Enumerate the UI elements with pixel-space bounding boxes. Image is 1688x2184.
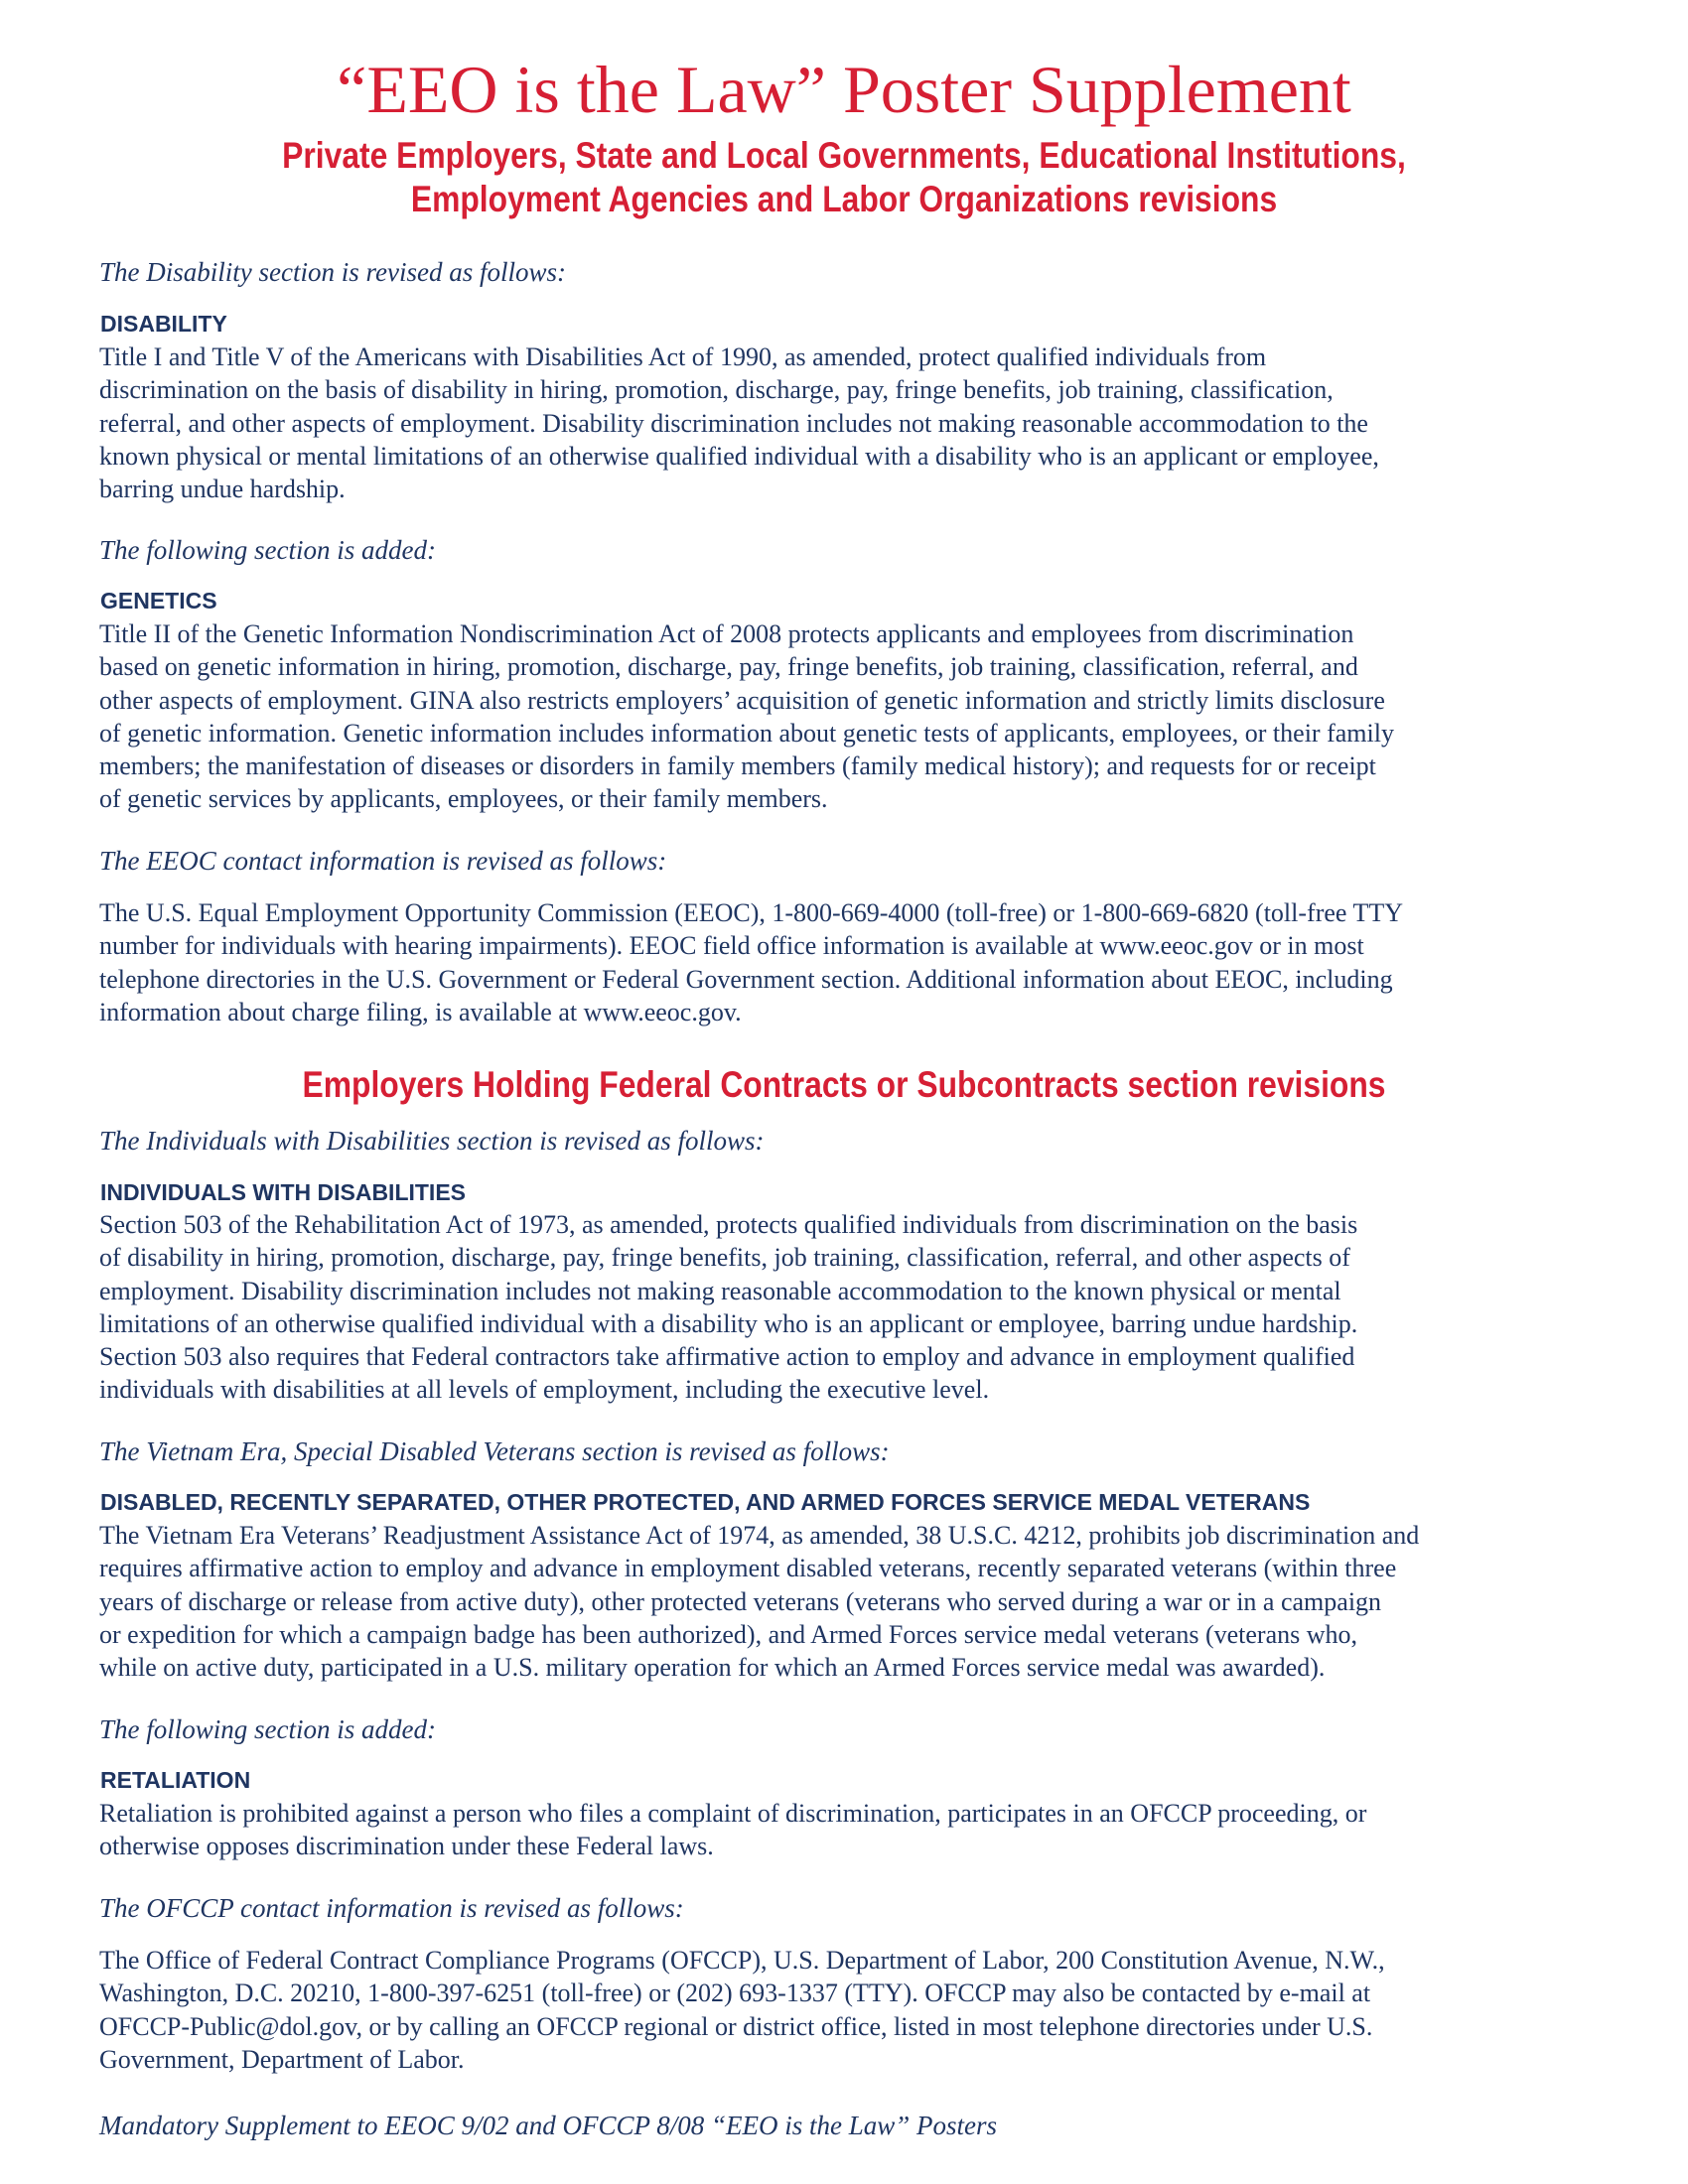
part1-heading-line-2: Employment Agencies and Labor Organizations revisions — [410, 179, 1278, 219]
veterans-revision-note: The Vietnam Era, Special Disabled Veterans section is revised as follows: — [99, 1436, 890, 1466]
text-line: The Vietnam Era Veterans’ Readjustment Assistance Act of 1974, as amended, 38 U.S.C. 4212, prohibits job discrimination and — [99, 1521, 1420, 1550]
text-line: Retaliation is prohibited against a person who files a complaint of discrimination, participates in an OFCCP proceeding, or — [99, 1799, 1367, 1828]
text-line: limitations of an otherwise qualified individual with a disability who is an applicant or employee, barring undue hardship. — [99, 1308, 1358, 1338]
text-line: number for individuals with hearing impairments). EEOC field office information is available at www.eeoc.gov or in most — [99, 931, 1364, 961]
retaliation-paragraph — [99, 1797, 1366, 1863]
ofccp-contact-paragraph — [99, 1944, 1385, 2076]
page-title: “EEO is the Law” Poster Supplement — [337, 52, 1351, 127]
text-line: employment. Disability discrimination includes not making reasonable accommodation to the known physical or mental — [99, 1276, 1341, 1305]
text-line: discrimination on the basis of disability in hiring, promotion, discharge, pay, fringe benefits, job training, classification, — [99, 375, 1334, 405]
text-line: years of discharge or release from active duty), other protected veterans (veterans who served during a war or in a campaign — [99, 1586, 1382, 1616]
text-line: of genetic services by applicants, employees, or their family members. — [99, 784, 828, 814]
genetics-paragraph — [99, 617, 1394, 816]
text-line: Washington, D.C. 20210, 1-800-397-6251 (toll-free) or (202) 693-1337 (TTY). OFCCP may also be contacted by e-mail at — [99, 1979, 1371, 2008]
individuals-disabilities-note: The Individuals with Disabilities section is revised as follows: — [99, 1126, 765, 1156]
genetics-heading: GENETICS — [100, 588, 217, 614]
retaliation-heading: RETALIATION — [100, 1767, 251, 1793]
text-line: individuals with disabilities at all levels of employment, including the executive level. — [99, 1375, 990, 1405]
disability-heading: DISABILITY — [100, 311, 227, 337]
eeoc-contact-paragraph — [99, 896, 1403, 1028]
text-line: Government, Department of Labor. — [99, 2044, 465, 2074]
text-line: based on genetic information in hiring, promotion, discharge, pay, fringe benefits, job training, classification, referral, and — [99, 652, 1358, 682]
text-line: barring undue hardship. — [99, 475, 346, 504]
text-line: known physical or mental limitations of an otherwise qualified individual with a disability who is an applicant or employee, — [99, 441, 1379, 471]
text-line: or expedition for which a campaign badge has been authorized), and Armed Forces service medal veterans (veterans who, — [99, 1619, 1358, 1649]
text-line: of disability in hiring, promotion, discharge, pay, fringe benefits, job training, classification, referral, and other aspects of — [99, 1243, 1350, 1273]
retaliation-added-note: The following section is added: — [99, 1714, 436, 1744]
disability-revision-note: The Disability section is revised as follows: — [99, 257, 566, 287]
text-line: while on active duty, participated in a U.S. military operation for which an Armed Forces service medal was awarded). — [99, 1653, 1326, 1683]
genetics-added-note: The following section is added: — [99, 535, 436, 565]
individuals-disabilities-paragraph — [99, 1208, 1357, 1407]
ofccp-contact-note: The OFCCP contact information is revised as follows: — [99, 1893, 684, 1923]
text-line: The Office of Federal Contract Compliance Programs (OFCCP), U.S. Department of Labor, 200 Constitution Avenue, N.W., — [99, 1946, 1385, 1975]
part1-heading-line-1: Private Employers, State and Local Governments, Educational Institutions, — [282, 135, 1406, 176]
text-line: OFCCP-Public@dol.gov, or by calling an OFCCP regional or district office, listed in most telephone directories under U.S. — [99, 2011, 1373, 2041]
text-line: Title II of the Genetic Information Nondiscrimination Act of 2008 protects applicants and employees from discrimination — [99, 619, 1354, 648]
text-line: Title I and Title V of the Americans with Disabilities Act of 1990, as amended, protect qualified individuals from — [99, 342, 1267, 371]
mandatory-supplement-footer: Mandatory Supplement to EEOC 9/02 and OFCCP 8/08 “EEO is the Law” Posters — [99, 2111, 997, 2140]
text-line: otherwise opposes discrimination under these Federal laws. — [99, 1832, 714, 1861]
veterans-heading: DISABLED, RECENTLY SEPARATED, OTHER PROTECTED, AND ARMED FORCES SERVICE MEDAL VETERANS — [100, 1489, 1311, 1515]
part2-heading: Employers Holding Federal Contracts or Subcontracts section revisions — [302, 1064, 1386, 1105]
text-line: The U.S. Equal Employment Opportunity Commission (EEOC), 1-800-669-4000 (toll-free) or 1-800-669-6820 (toll-free TTY — [99, 898, 1403, 927]
text-line: requires affirmative action to employ and advance in employment disabled veterans, recently separated veterans (within three — [99, 1554, 1397, 1583]
text-line: members; the manifestation of diseases or disorders in family members (family medical history); and requests for or receipt — [99, 751, 1376, 781]
eeoc-contact-note: The EEOC contact information is revised as follows: — [99, 846, 667, 876]
disability-paragraph — [99, 341, 1379, 505]
individuals-disabilities-heading: INDIVIDUALS WITH DISABILITIES — [100, 1179, 466, 1205]
text-line: Section 503 of the Rehabilitation Act of 1973, as amended, protects qualified individuals from discrimination on the basis — [99, 1210, 1358, 1239]
text-line: referral, and other aspects of employment. Disability discrimination includes not making reasonable accommodation to the — [99, 408, 1368, 438]
text-line: other aspects of employment. GINA also restricts employers’ acquisition of genetic information and strictly limits disclosure — [99, 685, 1385, 715]
text-line: of genetic information. Genetic information includes information about genetic tests of applicants, employees, or their family — [99, 718, 1394, 748]
text-line: information about charge filing, is available at www.eeoc.gov. — [99, 997, 742, 1026]
text-line: telephone directories in the U.S. Government or Federal Government section. Additional information about EEOC, including — [99, 964, 1393, 994]
text-line: Section 503 also requires that Federal contractors take affirmative action to employ and advance in employment qualified — [99, 1342, 1355, 1372]
veterans-paragraph — [99, 1519, 1419, 1684]
